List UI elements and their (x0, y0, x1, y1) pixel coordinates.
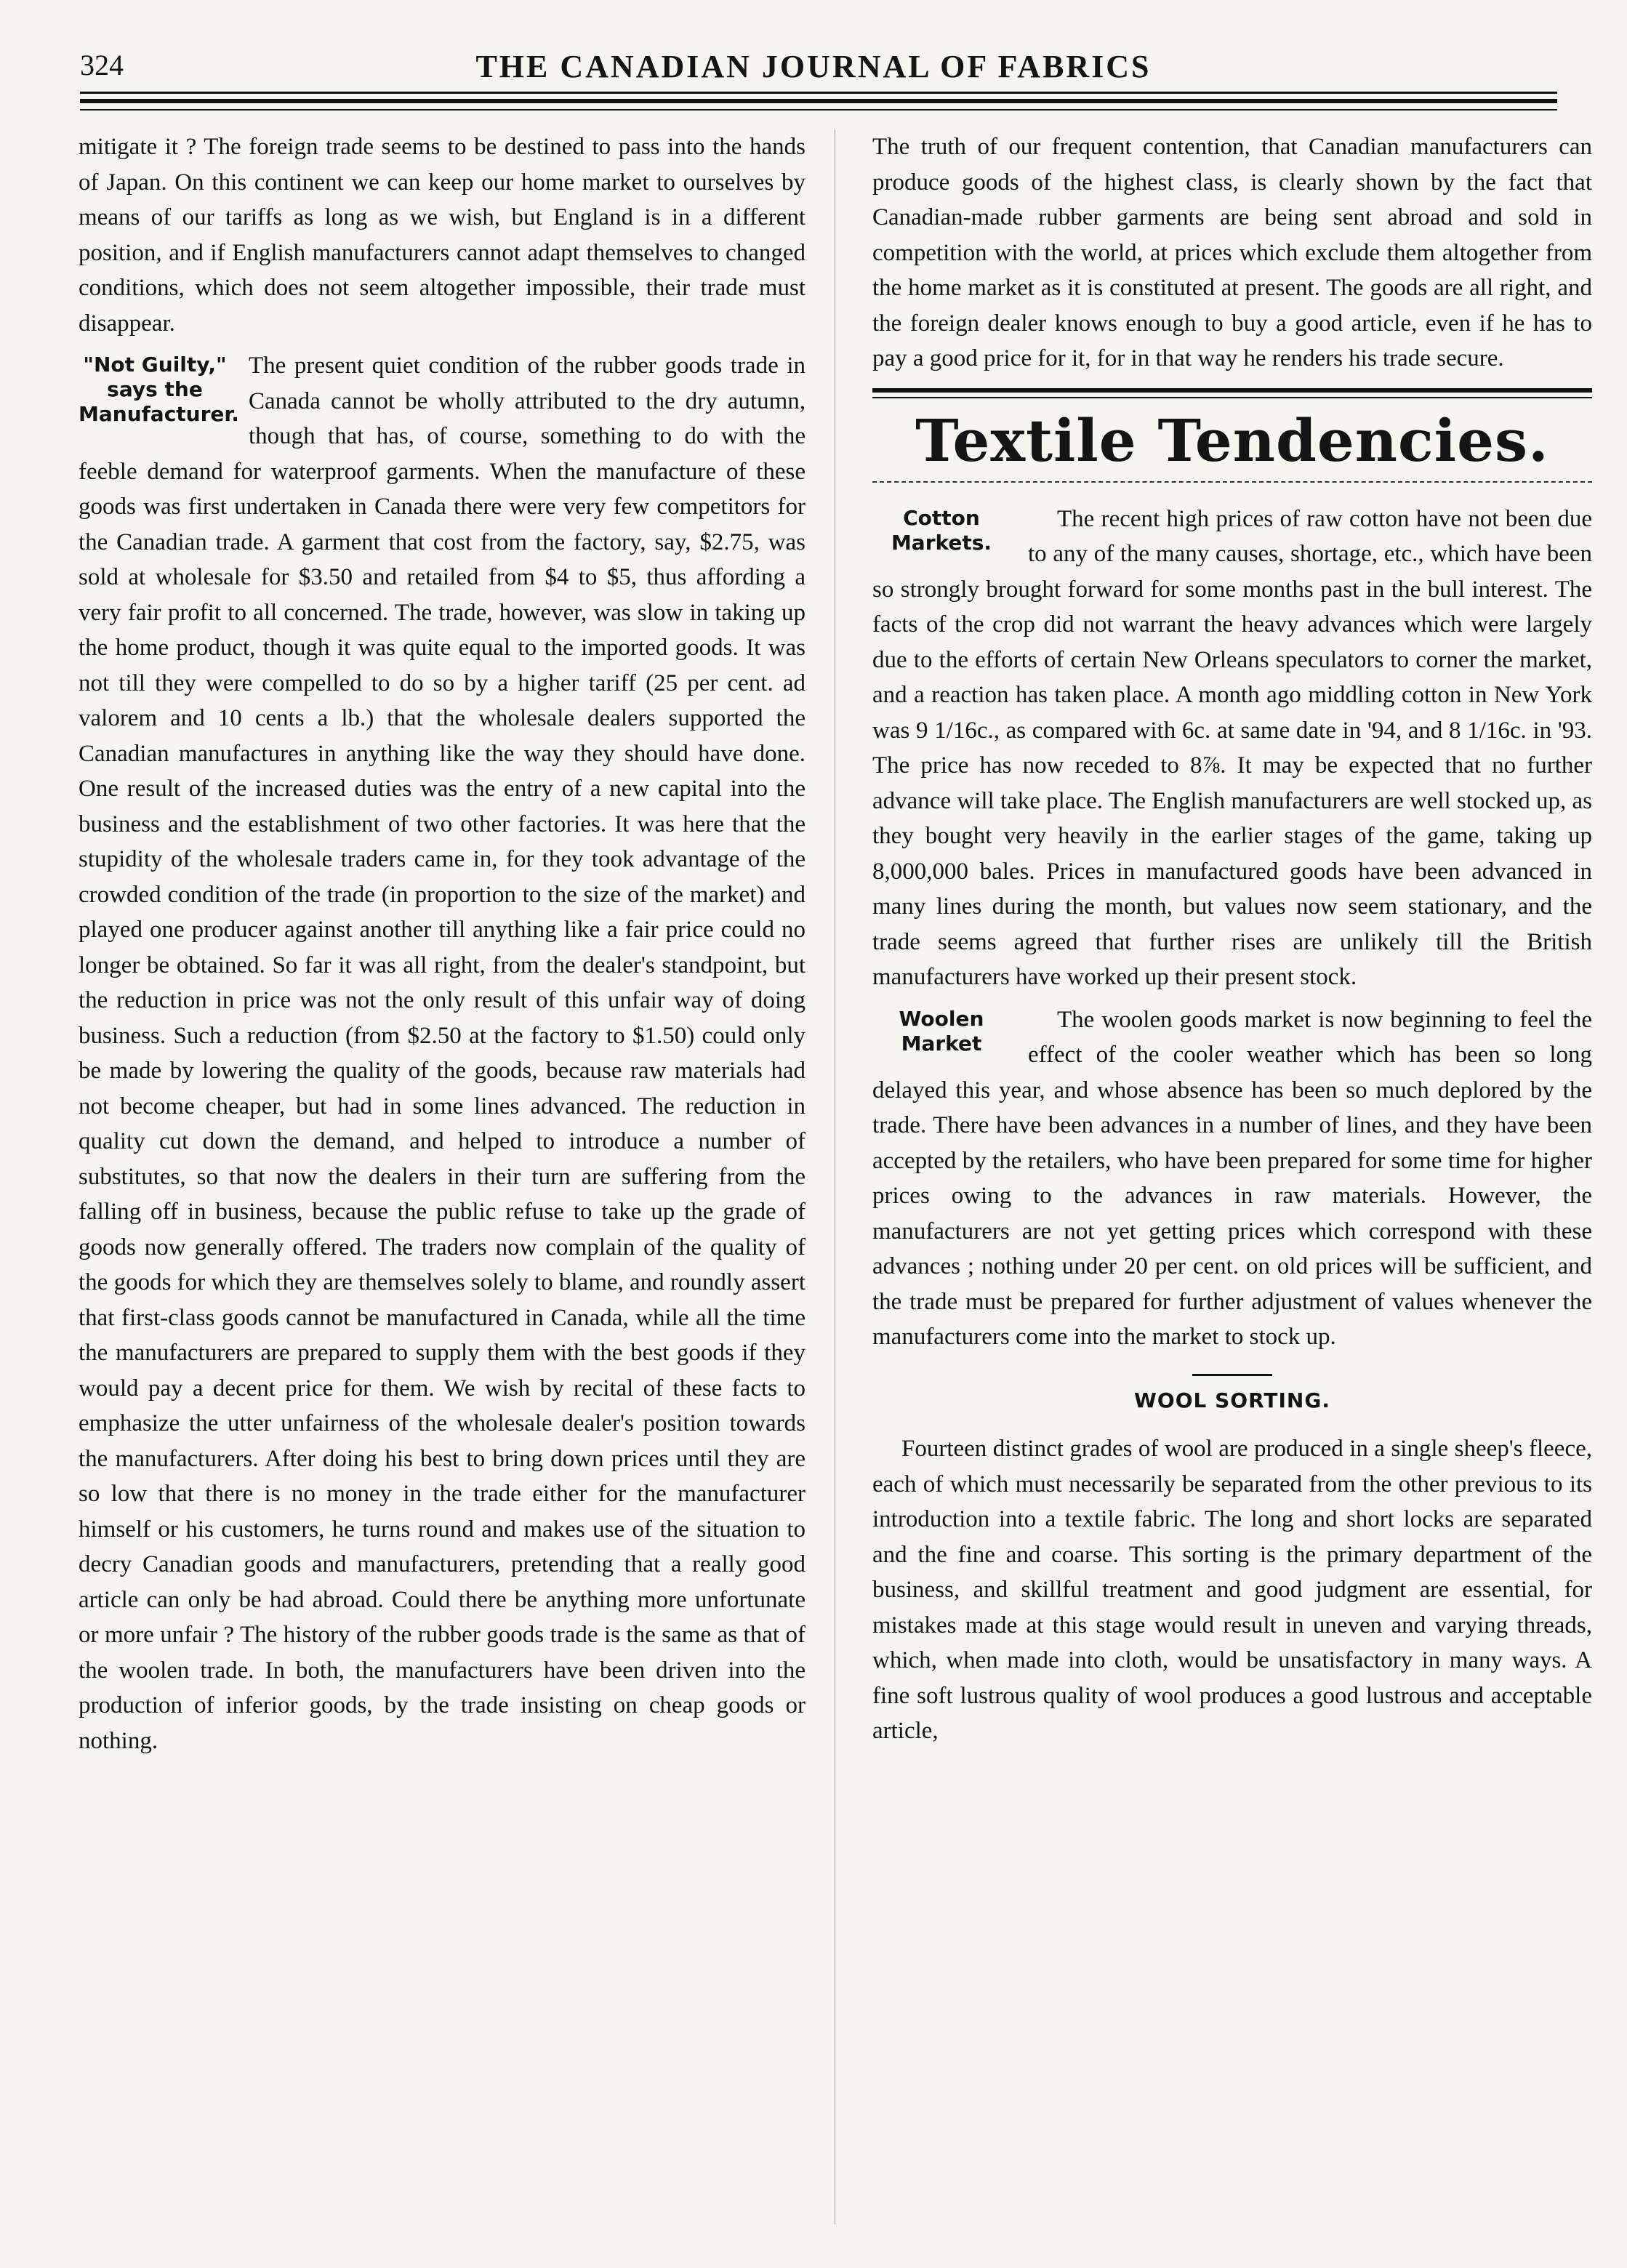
sidehead-not-guilty (79, 353, 239, 427)
section-title: Textile Tendencies. (915, 406, 1549, 475)
header-rule (80, 99, 1557, 103)
continued-paragraph: mitigate it ? The foreign trade seems to be destined to pass into the hands of Japan. On this continent we can keep our home market to ourselves by means of our tariffs as long as we wish, but England is in a different position, and if English manufacturers cannot adapt themselves to changed conditions, which does not seem altogether impossible, their trade must disappear. (79, 134, 806, 337)
sidehead-line: Cotton (903, 505, 980, 530)
woolen-body: The woolen goods market is now beginning to feel the effect of the cooler weather which has been so long delayed this year, and whose absence has been so much deplored by the trade. There have been advances in a number of lines, and they have been accepted by the retailers, who have been prepared for some time for higher prices owing to the advances in raw materials. However, the manufacturers are not yet getting prices which correspond with these advances ; nothing under 20 per cent. on old prices will be sufficient, and the trade must be prepared for further adjustment of values whenever the manufacturers come into the market to stock up. (872, 1006, 1592, 1350)
section-rule (872, 481, 1592, 483)
wool-sorting-body: Fourteen distinct grades of wool are produced in a single sheep's fleece, each of which must necessarily be separated from the other previous to its introduction into a textile fabric. The long and short locks are separated and the fine and coarse. This sorting is the primary department of the business, and skillful treatment and good judgment are essential, for mistakes made at this stage would result in uneven and varying threads, which, when made into cloth, would be unsatisfactory in many ways. A fine soft lustrous quality of wool produces a good lustrous and acceptable article, (872, 1436, 1592, 1744)
sidehead-line: Woolen (899, 1006, 984, 1031)
section-rule (872, 388, 1592, 398)
sidehead-woolen (872, 1007, 1011, 1056)
header-rule (80, 109, 1557, 110)
page-number: 324 (80, 49, 124, 81)
sidehead-line: "Not Guilty," (83, 353, 227, 377)
sidehead-line: Markets. (891, 530, 992, 555)
sidehead-line: Market (901, 1031, 982, 1055)
sidehead-line: says the (107, 377, 203, 401)
subsection-rule (1192, 1374, 1272, 1376)
right-column (872, 129, 1592, 1749)
sidehead-cotton (872, 506, 1011, 555)
sidehead-line: Manufacturer. (79, 402, 239, 426)
left-column (79, 129, 806, 1758)
article-body: The present quiet condition of the rubber goods trade in Canada cannot be wholly attributed to the dry autumn, though that has, of course, something to do with the feeble demand for waterproof garments. When the manufacture of these goods was first undertaken in Canada there were very few competitors for the Canadian trade. A garment that cost from the factory, say, $2.75, was sold at wholesale for $3.50 and retailed from $4 to $5, thus affording a very fair profit to all concerned. The trade, however, was slow in taking up the home product, though it was quite equal to the imported goods. It was not till they were compelled to do so by a higher tariff (25 per cent. ad valorem and 10 cents a lb.) that the wholesale dealers supported the Canadian manufactures in anything like the way they should have done. One result of the increased duties was the entry of a new capital into the business and the establishment of two other factories. It was here that the stupidity of the wholesale traders came in, for they took advantage of the crowded condition of the trade (in proportion to the size of the market) and played one producer against another till anything like a fair price could no longer be obtained. So far it was all right, from the dealer's standpoint, but the reduction in price was not the only result of this unfair way of doing business. Such a reduction (from $2.50 at the factory to $1.50) could only be made by lowering the quality of the goods, because raw materials had not become cheaper, but had in some lines advanced. The reduction in quality cut down the demand, and helped to introduce a number of substitutes, so that now the dealers in their turn are suffering from the falling off in business, because the public refuse to take up the grade of goods now generally offered. The traders now complain of the quality of the goods for which they are themselves solely to blame, and roundly assert that first-class goods cannot be manufactured in Canada, while all the time the manufacturers are prepared to supply them with the best goods if they would pay a decent price for them. We wish by recital of these facts to emphasize the utter unfairness of the wholesale dealer's position towards the manufacturers. After doing his best to bring down prices until they are so low that there is no money in the trade either for the manufacturer himself or his customers, he turns round and makes use of the situation to decry Canadian goods and manufacturers, pretending that a really good article can only be had abroad. Could there be anything more unfortunate or more unfair ? The history of the rubber goods trade is the same as that of the woolen trade. In both, the manufacturers have been driven into the production of inferior goods, by the trade insisting on cheap goods or nothing. (79, 353, 806, 1754)
subsection-heading: WOOL SORTING. (1134, 1388, 1330, 1412)
header-rule (80, 92, 1557, 94)
running-head: THE CANADIAN JOURNAL OF FABRICS (475, 49, 1152, 84)
continued-paragraph: The truth of our frequent contention, that Canadian manufacturers can produce goods of the highest class, is clearly shown by the fact that Canadian-made rubber garments are being sent abroad and sold in competition with the world, at prices which exclude them altogether from the home market as it is constituted at present. The goods are all right, and the foreign dealer knows enough to buy a good article, even if he has to pay a good price for it, for in that way he renders his trade secure. (872, 134, 1592, 371)
cotton-body: The recent high prices of raw cotton have not been due to any of the many causes, shortage, etc., which have been so strongly brought forward for some months past in the bull interest. The facts of the crop did not warrant the heavy advances which were largely due to the efforts of certain New Orleans speculators to corner the market, and a reaction has taken place. A month ago middling cotton in New York was 9 1/16c., as compared with 6c. at same date in '94, and 8 1/16c. in '93. The price has now receded to 8⅞. It may be expected that no further advance will take place. The English manufacturers are well stocked up, as they bought very heavily in the earlier stages of the game, taking up 8,000,000 bales. Prices in manufactured goods have been advanced in many lines during the month, but values now seem stationary, and the trade seems agreed that further rises are unlikely till the British manufacturers have worked up their present stock. (872, 505, 1592, 990)
